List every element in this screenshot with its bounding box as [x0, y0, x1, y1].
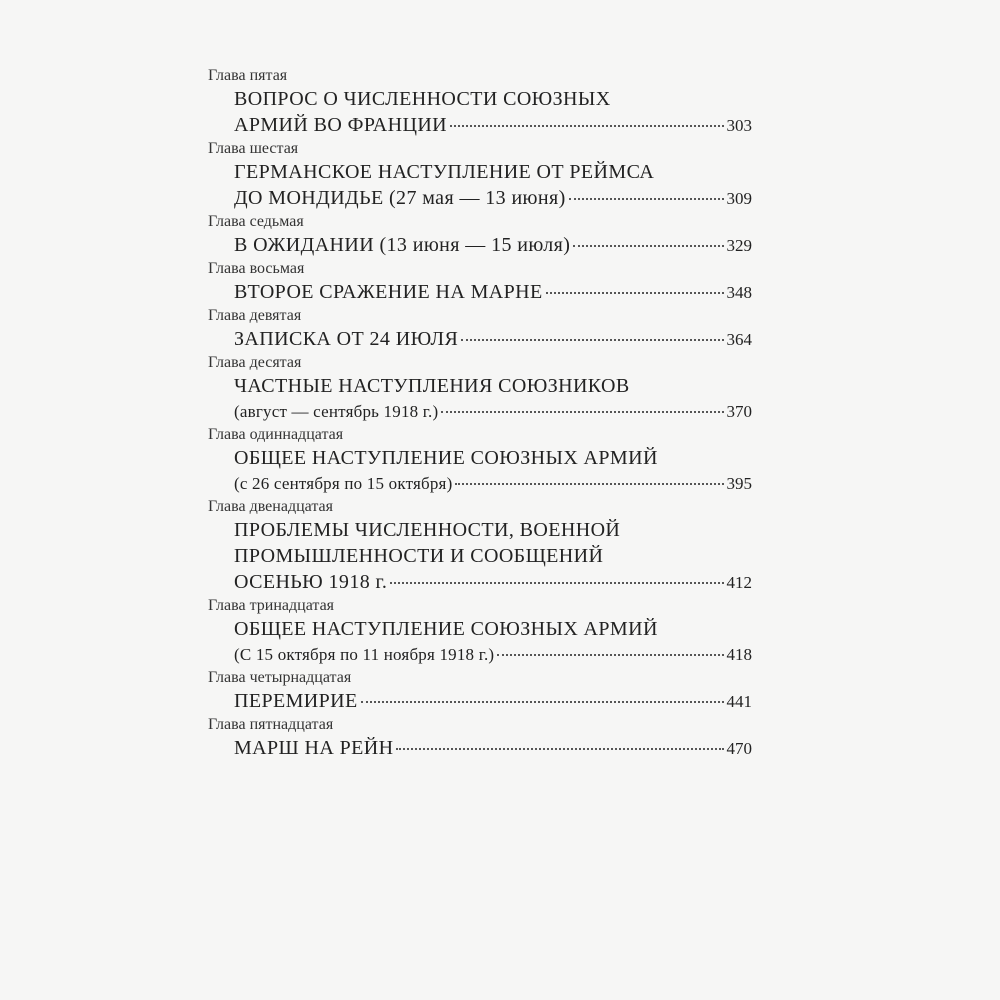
page-number: 441 — [726, 692, 752, 711]
chapter-label: Глава шестая — [208, 140, 299, 157]
toc-entry — [208, 596, 752, 668]
chapter-title-text: АРМИЙ ВО ФРАНЦИИ — [234, 114, 448, 136]
toc-entry — [208, 66, 752, 139]
chapter-title-last-line — [234, 735, 752, 762]
chapter-title-text: МАРШ НА РЕЙН — [234, 737, 394, 759]
chapter-title-line: ПРОБЛЕМЫ ЧИСЛЕННОСТИ, ВОЕННОЙ — [234, 519, 621, 541]
dot-leader — [450, 125, 723, 127]
page-number: 412 — [726, 573, 752, 592]
chapter-title-last-line — [234, 399, 752, 425]
chapter-title-text: (август — сентябрь 1918 г.) — [234, 402, 439, 421]
chapter-title-line: ГЕРМАНСКОЕ НАСТУПЛЕНИЕ ОТ РЕЙМСА — [234, 161, 655, 183]
chapter-title-line: ОБЩЕЕ НАСТУПЛЕНИЕ СОЮЗНЫХ АРМИЙ — [234, 447, 658, 469]
chapter-title-last-line — [234, 112, 752, 139]
chapter-title-last-line — [234, 642, 752, 668]
page-number: 303 — [726, 116, 752, 135]
chapter-title-text: ДО МОНДИДЬЕ (27 мая — 13 июня) — [234, 187, 566, 209]
chapter-label: Глава пятая — [208, 67, 288, 84]
page-number: 348 — [726, 283, 752, 302]
chapter-label: Глава десятая — [208, 354, 302, 371]
chapter-label: Глава восьмая — [208, 260, 305, 277]
chapter-title-text: (с 26 сентября по 15 октября) — [234, 474, 453, 493]
chapter-title-last-line — [234, 471, 752, 497]
toc-entry — [208, 715, 752, 762]
page-number: 364 — [726, 330, 752, 349]
toc-entry — [208, 425, 752, 497]
chapter-title-last-line — [234, 185, 752, 212]
dot-leader — [455, 483, 723, 485]
dot-leader — [396, 748, 723, 750]
chapter-label: Глава четырнадцатая — [208, 669, 352, 686]
chapter-title-line: ОБЩЕЕ НАСТУПЛЕНИЕ СОЮЗНЫХ АРМИЙ — [234, 618, 658, 640]
page-number: 329 — [726, 236, 752, 255]
chapter-label: Глава девятая — [208, 307, 302, 324]
chapter-title-text: ЗАПИСКА ОТ 24 ИЮЛЯ — [234, 328, 459, 350]
page-number: 395 — [726, 474, 752, 493]
chapter-title-text: ВТОРОЕ СРАЖЕНИЕ НА МАРНЕ — [234, 281, 543, 303]
chapter-title-last-line — [234, 279, 752, 306]
toc-entry — [208, 139, 752, 212]
page-number: 309 — [726, 189, 752, 208]
toc-entry — [208, 259, 752, 306]
toc-entry — [208, 212, 752, 259]
table-of-contents — [208, 66, 752, 762]
chapter-title-line: ВОПРОС О ЧИСЛЕННОСТИ СОЮЗНЫХ — [234, 88, 611, 110]
chapter-label: Глава седьмая — [208, 213, 304, 230]
page-number: 470 — [726, 739, 752, 758]
chapter-label: Глава тринадцатая — [208, 597, 335, 614]
chapter-label: Глава одиннадцатая — [208, 426, 344, 443]
dot-leader — [390, 582, 723, 584]
chapter-title-text: ПЕРЕМИРИЕ — [234, 690, 358, 712]
chapter-title-line: ПРОМЫШЛЕННОСТИ И СООБЩЕНИЙ — [234, 545, 604, 567]
chapter-label: Глава двенадцатая — [208, 498, 333, 515]
chapter-title-last-line — [234, 326, 752, 353]
toc-entry — [208, 668, 752, 715]
chapter-title-last-line — [234, 688, 752, 715]
dot-leader — [497, 654, 723, 656]
chapter-title-line: ЧАСТНЫЕ НАСТУПЛЕНИЯ СОЮЗНИКОВ — [234, 375, 630, 397]
chapter-label: Глава пятнадцатая — [208, 716, 334, 733]
toc-entry — [208, 353, 752, 425]
chapter-title-text: ОСЕНЬЮ 1918 г. — [234, 571, 388, 593]
dot-leader — [569, 198, 724, 200]
dot-leader — [546, 292, 724, 294]
chapter-title-last-line — [234, 232, 752, 259]
dot-leader — [361, 701, 724, 703]
dot-leader — [441, 411, 723, 413]
toc-entry — [208, 497, 752, 596]
page-number: 370 — [726, 402, 752, 421]
dot-leader — [461, 339, 723, 341]
dot-leader — [573, 245, 723, 247]
toc-entry — [208, 306, 752, 353]
chapter-title-last-line — [234, 569, 752, 596]
page-number: 418 — [726, 645, 752, 664]
chapter-title-text: В ОЖИДАНИИ (13 июня — 15 июля) — [234, 234, 571, 256]
chapter-title-text: (С 15 октября по 11 ноября 1918 г.) — [234, 645, 495, 664]
